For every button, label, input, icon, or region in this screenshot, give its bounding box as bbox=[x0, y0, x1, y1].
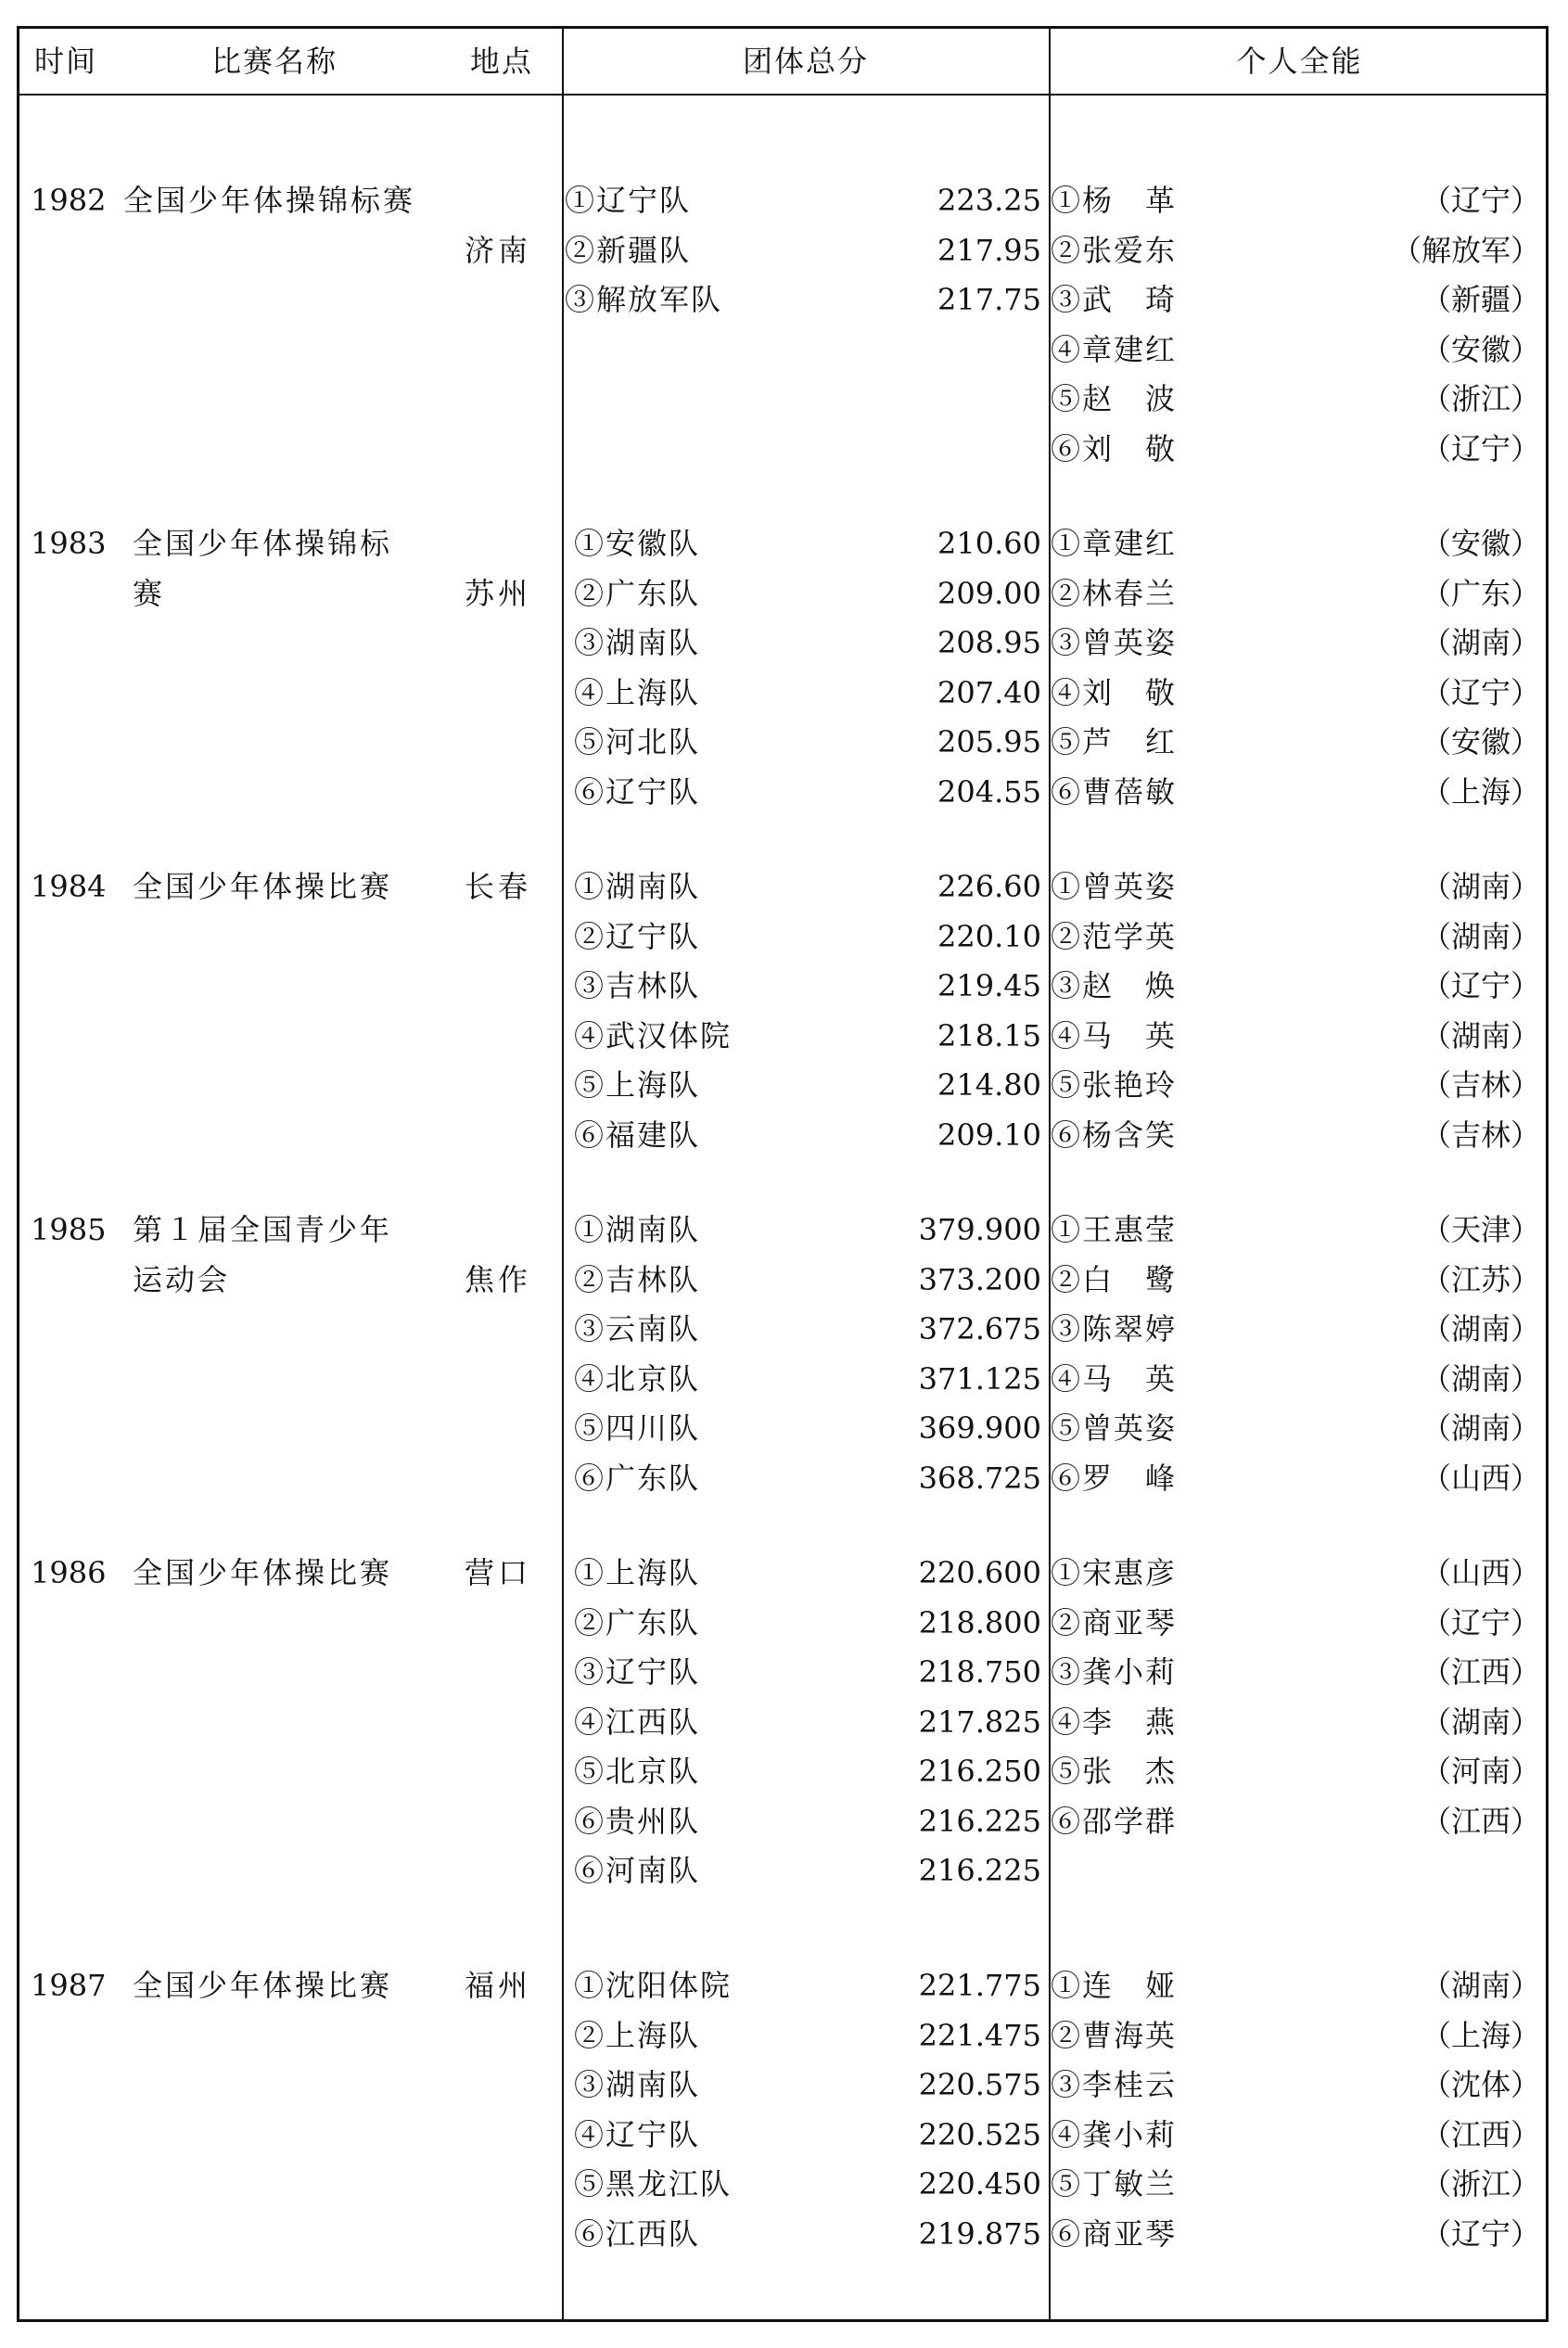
team-name: ③吉林队 bbox=[574, 968, 701, 1003]
athlete-province: （安徽） bbox=[1421, 526, 1540, 561]
athlete-province: （湖南） bbox=[1421, 1704, 1540, 1740]
header-time: 时间 bbox=[33, 44, 97, 79]
team-name: ③云南队 bbox=[574, 1311, 701, 1346]
athlete-name: ⑤曾英姿 bbox=[1051, 1410, 1178, 1446]
team-score: 214.80 bbox=[937, 1067, 1041, 1103]
year-cell: 1983 bbox=[31, 526, 107, 561]
location-cell: 福州 bbox=[465, 1968, 532, 2003]
location-cell: 济南 bbox=[465, 232, 532, 268]
team-score: 218.800 bbox=[918, 1604, 1041, 1640]
header-divider bbox=[19, 94, 1546, 96]
team-score: 220.575 bbox=[918, 2067, 1041, 2102]
athlete-province: （上海） bbox=[1421, 2017, 1540, 2053]
team-score: 216.250 bbox=[918, 1754, 1041, 1789]
team-score: 209.10 bbox=[937, 1117, 1041, 1153]
athlete-province: （湖南） bbox=[1421, 1410, 1540, 1446]
athlete-province: （安徽） bbox=[1421, 331, 1540, 367]
athlete-name: ①王惠莹 bbox=[1051, 1212, 1178, 1247]
location-cell: 苏州 bbox=[465, 575, 532, 611]
athlete-province: （江西） bbox=[1421, 1654, 1540, 1690]
event-name-line: 第１届全国青少年 bbox=[133, 1212, 393, 1247]
team-score: 218.750 bbox=[918, 1654, 1041, 1690]
team-name: ②吉林队 bbox=[574, 1261, 701, 1297]
athlete-province: （广东） bbox=[1421, 575, 1540, 611]
team-score: 220.10 bbox=[937, 918, 1041, 954]
athlete-province: （湖南） bbox=[1421, 625, 1540, 660]
athlete-province: （湖南） bbox=[1421, 1360, 1540, 1397]
athlete-province: （辽宁） bbox=[1421, 1604, 1540, 1640]
event-name-line: 全国少年体操比赛 bbox=[133, 869, 393, 904]
athlete-name: ⑥杨含笑 bbox=[1051, 1117, 1178, 1153]
team-name: ③辽宁队 bbox=[574, 1654, 701, 1690]
team-name: ⑥贵州队 bbox=[574, 1803, 701, 1839]
athlete-name: ⑤赵 波 bbox=[1051, 381, 1178, 416]
athlete-name: ②曹海英 bbox=[1051, 2017, 1178, 2053]
athlete-name: ⑥邵学群 bbox=[1051, 1803, 1178, 1839]
team-score: 219.875 bbox=[918, 2215, 1041, 2252]
athlete-name: ⑥商亚琴 bbox=[1051, 2215, 1178, 2252]
year-cell: 1986 bbox=[31, 1555, 107, 1590]
header-team-total: 团体总分 bbox=[742, 44, 869, 79]
team-name: ④武汉体院 bbox=[574, 1017, 733, 1053]
event-name-line: 全国少年体操比赛 bbox=[133, 1968, 393, 2003]
team-score: 210.60 bbox=[937, 526, 1041, 561]
year-cell: 1984 bbox=[31, 869, 107, 904]
team-score: 205.95 bbox=[937, 724, 1041, 759]
athlete-province: （解放军） bbox=[1391, 232, 1540, 268]
athlete-province: （吉林） bbox=[1421, 1067, 1540, 1103]
team-score: 369.900 bbox=[918, 1410, 1041, 1446]
athlete-name: ②林春兰 bbox=[1051, 575, 1178, 611]
team-name: ③湖南队 bbox=[574, 2067, 701, 2102]
athlete-province: （河南） bbox=[1421, 1754, 1540, 1789]
athlete-name: ⑤丁敏兰 bbox=[1051, 2166, 1178, 2201]
team-name: ⑤黑龙江队 bbox=[574, 2166, 733, 2201]
athlete-province: （湖南） bbox=[1421, 1017, 1540, 1053]
athlete-name: ①章建红 bbox=[1051, 526, 1178, 561]
team-name: ①湖南队 bbox=[574, 869, 701, 904]
athlete-name: ④李 燕 bbox=[1051, 1704, 1178, 1740]
athlete-province: （江苏） bbox=[1421, 1261, 1540, 1297]
team-name: ②上海队 bbox=[574, 2017, 701, 2053]
team-name: ②广东队 bbox=[574, 1604, 701, 1640]
athlete-province: （沈体） bbox=[1421, 2067, 1540, 2102]
athlete-name: ①曾英姿 bbox=[1051, 869, 1178, 904]
athlete-province: （山西） bbox=[1421, 1555, 1540, 1590]
athlete-province: （湖南） bbox=[1421, 1311, 1540, 1346]
column-divider-location-team bbox=[562, 29, 564, 2319]
team-name: ②辽宁队 bbox=[574, 918, 701, 954]
team-score: 217.75 bbox=[937, 282, 1041, 317]
year-cell: 1985 bbox=[31, 1212, 107, 1247]
team-score: 209.00 bbox=[937, 575, 1041, 611]
team-score: 207.40 bbox=[937, 674, 1041, 710]
athlete-name: ②商亚琴 bbox=[1051, 1604, 1178, 1640]
team-name: ①上海队 bbox=[574, 1555, 701, 1590]
event-name-line: 赛 bbox=[133, 575, 166, 611]
team-score: 220.525 bbox=[918, 2116, 1041, 2152]
team-name: ①安徽队 bbox=[574, 526, 701, 561]
athlete-name: ④马 英 bbox=[1051, 1360, 1178, 1397]
event-name-line: 全国少年体操比赛 bbox=[133, 1555, 393, 1590]
athlete-province: （辽宁） bbox=[1421, 968, 1540, 1003]
athlete-name: ④章建红 bbox=[1051, 331, 1178, 367]
team-name: ⑤四川队 bbox=[574, 1410, 701, 1446]
team-name: ④上海队 bbox=[574, 674, 701, 710]
athlete-province: （山西） bbox=[1421, 1460, 1540, 1496]
team-name: ⑥广东队 bbox=[574, 1460, 701, 1496]
team-name: ③湖南队 bbox=[574, 625, 701, 660]
results-table bbox=[17, 26, 1549, 2322]
athlete-province: （浙江） bbox=[1421, 381, 1540, 416]
athlete-name: ③李桂云 bbox=[1051, 2067, 1178, 2102]
team-name: ②新疆队 bbox=[565, 232, 692, 268]
athlete-name: ④刘 敬 bbox=[1051, 674, 1178, 710]
athlete-province: （天津） bbox=[1421, 1212, 1540, 1247]
athlete-province: （江西） bbox=[1421, 2116, 1540, 2152]
team-score: 220.450 bbox=[918, 2166, 1041, 2201]
athlete-name: ⑤芦 红 bbox=[1051, 724, 1178, 759]
event-name-line: 运动会 bbox=[133, 1261, 231, 1297]
team-name: ⑥江西队 bbox=[574, 2215, 701, 2252]
team-score: 216.225 bbox=[918, 1803, 1041, 1839]
athlete-name: ①连 娅 bbox=[1051, 1968, 1178, 2003]
header-event: 比赛名称 bbox=[210, 44, 338, 79]
athlete-name: ③武 琦 bbox=[1051, 282, 1178, 317]
athlete-name: ②张爱东 bbox=[1051, 232, 1178, 268]
athlete-province: （湖南） bbox=[1421, 869, 1540, 904]
location-cell: 长春 bbox=[465, 869, 532, 904]
year-cell: 1982 bbox=[31, 183, 107, 218]
athlete-name: ④龚小莉 bbox=[1051, 2116, 1178, 2152]
team-score: 373.200 bbox=[918, 1261, 1041, 1297]
team-name: ⑤上海队 bbox=[574, 1067, 701, 1103]
location-cell: 焦作 bbox=[465, 1261, 532, 1297]
team-score: 220.600 bbox=[918, 1555, 1041, 1590]
year-cell: 1987 bbox=[31, 1968, 107, 2003]
athlete-province: （辽宁） bbox=[1421, 674, 1540, 710]
athlete-province: （辽宁） bbox=[1421, 2215, 1540, 2252]
team-score: 223.25 bbox=[937, 183, 1041, 218]
athlete-name: ②白 鹭 bbox=[1051, 1261, 1178, 1297]
header-individual-allround: 个人全能 bbox=[1236, 44, 1363, 79]
athlete-name: ①杨 革 bbox=[1051, 183, 1178, 218]
athlete-province: （辽宁） bbox=[1421, 430, 1540, 466]
team-score: 371.125 bbox=[918, 1360, 1041, 1397]
location-cell: 营口 bbox=[465, 1555, 532, 1590]
header-location: 地点 bbox=[469, 44, 533, 79]
athlete-name: ③陈翠婷 bbox=[1051, 1311, 1178, 1346]
team-score: 221.475 bbox=[918, 2017, 1041, 2053]
team-name: ④北京队 bbox=[574, 1360, 701, 1397]
athlete-province: （湖南） bbox=[1421, 1968, 1540, 2003]
athlete-province: （新疆） bbox=[1421, 282, 1540, 317]
team-score: 218.15 bbox=[937, 1017, 1041, 1053]
team-name: ①沈阳体院 bbox=[574, 1968, 733, 2003]
athlete-name: ⑥曹蓓敏 bbox=[1051, 773, 1178, 810]
team-score: 217.825 bbox=[918, 1704, 1041, 1740]
athlete-name: ⑤张 杰 bbox=[1051, 1754, 1178, 1789]
athlete-name: ⑥刘 敬 bbox=[1051, 430, 1178, 466]
team-name: ③解放军队 bbox=[565, 282, 723, 317]
athlete-name: ⑤张艳玲 bbox=[1051, 1067, 1178, 1103]
team-name: ①辽宁队 bbox=[565, 183, 692, 218]
event-name-line: 全国少年体操锦标赛 bbox=[123, 183, 416, 218]
team-score: 221.775 bbox=[918, 1968, 1041, 2003]
team-name: ⑤河北队 bbox=[574, 724, 701, 759]
team-name: ⑥辽宁队 bbox=[574, 773, 701, 810]
athlete-province: （辽宁） bbox=[1421, 183, 1540, 218]
athlete-province: （上海） bbox=[1421, 773, 1540, 810]
team-name: ④辽宁队 bbox=[574, 2116, 701, 2152]
team-score: 217.95 bbox=[937, 232, 1041, 268]
athlete-name: ③龚小莉 bbox=[1051, 1654, 1178, 1690]
team-name: ⑤北京队 bbox=[574, 1754, 701, 1789]
athlete-name: ⑥罗 峰 bbox=[1051, 1460, 1178, 1496]
team-score: 379.900 bbox=[918, 1212, 1041, 1247]
team-score: 204.55 bbox=[937, 773, 1041, 810]
team-name: ⑥河南队 bbox=[574, 1853, 701, 1888]
team-score: 219.45 bbox=[937, 968, 1041, 1003]
athlete-province: （吉林） bbox=[1421, 1117, 1540, 1153]
team-score: 372.675 bbox=[918, 1311, 1041, 1346]
athlete-name: ②范学英 bbox=[1051, 918, 1178, 954]
event-name-line: 全国少年体操锦标 bbox=[133, 526, 393, 561]
team-score: 216.225 bbox=[918, 1853, 1041, 1888]
athlete-province: （江西） bbox=[1421, 1803, 1540, 1839]
athlete-name: ①宋惠彦 bbox=[1051, 1555, 1178, 1590]
team-name: ①湖南队 bbox=[574, 1212, 701, 1247]
team-score: 226.60 bbox=[937, 869, 1041, 904]
athlete-province: （浙江） bbox=[1421, 2166, 1540, 2201]
team-score: 208.95 bbox=[937, 625, 1041, 660]
team-name: ⑥福建队 bbox=[574, 1117, 701, 1153]
athlete-name: ③赵 焕 bbox=[1051, 968, 1178, 1003]
team-name: ④江西队 bbox=[574, 1704, 701, 1740]
athlete-name: ③曾英姿 bbox=[1051, 625, 1178, 660]
team-score: 368.725 bbox=[918, 1460, 1041, 1496]
athlete-name: ④马 英 bbox=[1051, 1017, 1178, 1053]
athlete-province: （湖南） bbox=[1421, 918, 1540, 954]
team-name: ②广东队 bbox=[574, 575, 701, 611]
athlete-province: （安徽） bbox=[1421, 724, 1540, 759]
